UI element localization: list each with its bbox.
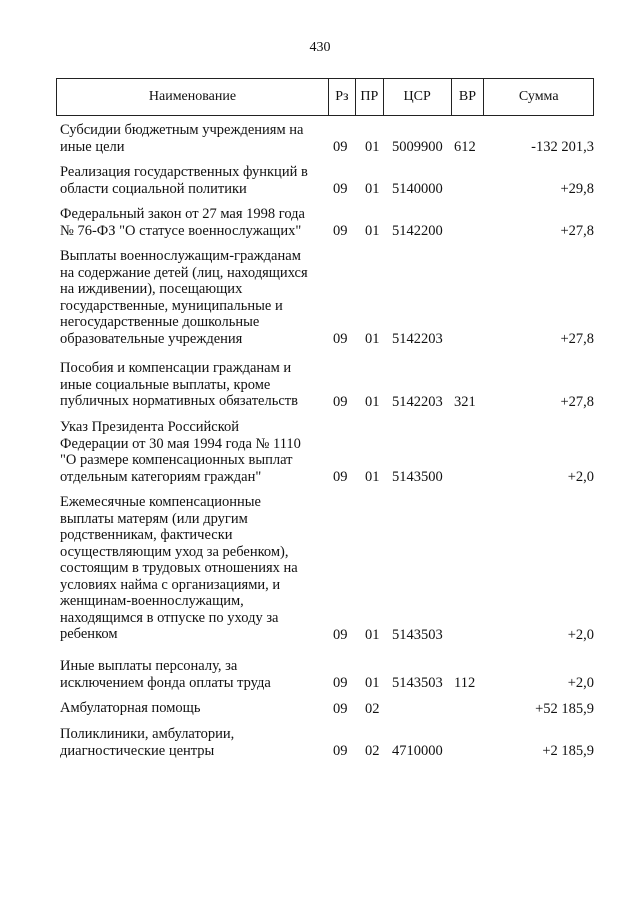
row-rz: 09 xyxy=(333,222,348,239)
row-sum: +27,8 xyxy=(560,330,594,347)
table-row xyxy=(60,419,594,485)
row-rz: 09 xyxy=(333,393,348,410)
row-rz: 09 xyxy=(333,138,348,155)
row-vr: 112 xyxy=(454,674,476,691)
row-name: Выплаты военнослужащим-гражданам на содержание детей (лиц, находящихся на иждивении), посещающих государственные, муниципальные и негосударственные дошкольные образовательные учреждения xyxy=(60,248,308,347)
row-vr: 612 xyxy=(454,138,476,155)
row-sum: +29,8 xyxy=(560,180,594,197)
row-pr: 01 xyxy=(365,180,380,197)
header-name: Наименование xyxy=(57,79,329,115)
row-rz: 09 xyxy=(333,180,348,197)
row-sum: +2,0 xyxy=(567,468,594,485)
row-name: Амбулаторная помощь xyxy=(60,700,201,716)
row-csr: 5009900 xyxy=(392,138,443,155)
row-name: Ежемесячные компенсационные выплаты матерям (или другим родственникам, фактически осуществляющим уход за ребенком), состоящим в трудовых отношениях на условиях найма с организациями, и женщинам-военнослужащим, находящимся в отпуске по уходу за ребенком xyxy=(60,494,298,642)
row-name: Пособия и компенсации гражданам и иные социальные выплаты, кроме публичных нормативных обязательств xyxy=(60,360,298,409)
row-pr: 01 xyxy=(365,393,380,410)
row-pr: 01 xyxy=(365,138,380,155)
row-name: Федеральный закон от 27 мая 1998 года № 76-ФЗ "О статусе военнослужащих" xyxy=(60,206,305,239)
table-row xyxy=(60,122,594,155)
row-sum: -132 201,3 xyxy=(531,138,594,155)
row-rz: 09 xyxy=(333,330,348,347)
row-pr: 01 xyxy=(365,626,380,643)
row-rz: 09 xyxy=(333,468,348,485)
row-sum: +2,0 xyxy=(567,626,594,643)
row-pr: 01 xyxy=(365,468,380,485)
table-row xyxy=(60,658,594,691)
row-name: Реализация государственных функций в области социальной политики xyxy=(60,164,308,197)
row-rz: 09 xyxy=(333,674,348,691)
table-row xyxy=(60,726,594,759)
header-csr: ЦСР xyxy=(384,79,452,115)
header-vr: ВР xyxy=(452,79,485,115)
row-csr: 5143503 xyxy=(392,674,443,691)
row-rz: 09 xyxy=(333,700,348,717)
row-sum: +2,0 xyxy=(567,674,594,691)
row-name: Субсидии бюджетным учреждениям на иные цели xyxy=(60,122,304,155)
row-pr: 02 xyxy=(365,700,380,717)
row-sum: +27,8 xyxy=(560,222,594,239)
table-row xyxy=(60,164,594,197)
table-row xyxy=(60,700,594,717)
row-csr: 5140000 xyxy=(392,180,443,197)
row-name: Указ Президента Российской Федерации от 30 мая 1994 года № 1110 "О размере компенсационных выплат отдельным категориям граждан" xyxy=(60,419,301,485)
table-row xyxy=(60,248,594,347)
row-csr: 5143503 xyxy=(392,626,443,643)
table-row xyxy=(60,360,594,410)
page-number: 430 xyxy=(309,40,331,55)
row-name: Иные выплаты персоналу, за исключением фонда оплаты труда xyxy=(60,658,271,691)
row-pr: 01 xyxy=(365,674,380,691)
row-pr: 01 xyxy=(365,330,380,347)
row-pr: 02 xyxy=(365,742,380,759)
header-sum: Сумма xyxy=(518,89,559,104)
row-rz: 09 xyxy=(333,742,348,759)
row-vr: 321 xyxy=(454,393,476,410)
header-pr: ПР xyxy=(356,79,384,115)
row-name: Поликлиники, амбулатории, диагностические центры xyxy=(60,726,235,759)
row-csr: 4710000 xyxy=(392,742,443,759)
row-csr: 5142203 xyxy=(392,330,443,347)
row-sum: +2 185,9 xyxy=(542,742,594,759)
table-row xyxy=(60,494,594,643)
row-csr: 5142203 xyxy=(392,393,443,410)
row-csr: 5142200 xyxy=(392,222,443,239)
row-sum: +27,8 xyxy=(560,393,594,410)
row-sum: +52 185,9 xyxy=(535,700,594,717)
row-pr: 01 xyxy=(365,222,380,239)
table-header xyxy=(56,78,594,116)
row-rz: 09 xyxy=(333,626,348,643)
table-row xyxy=(60,206,594,239)
row-csr: 5143500 xyxy=(392,468,443,485)
header-rz: Рз xyxy=(329,79,356,115)
